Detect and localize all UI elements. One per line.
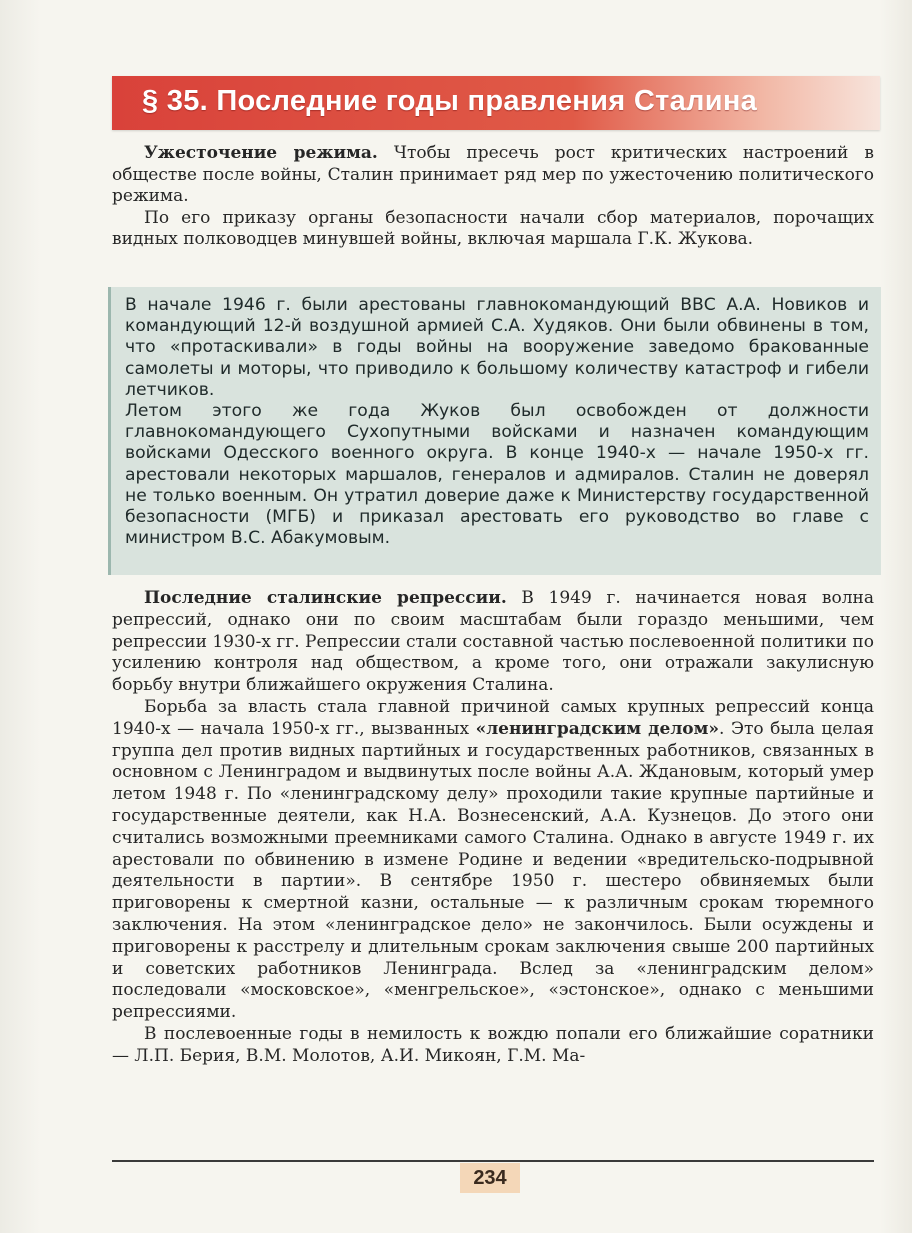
chapter-title: § 35. Последние годы правления Сталина [142,85,758,117]
section-heading: Последние сталинские репрессии. [144,588,507,608]
paragraph [112,143,874,208]
chapter-banner [112,76,880,130]
key-term: «ленинградским делом» [475,718,720,739]
paragraph-text: Борьба за власть стала главной причиной самых крупных репрессий конца 1940-х — начала 1950-х гг., вызванных [112,696,874,739]
section-last-repressions [112,588,874,1068]
section-heading: Ужесточение режима. [144,143,378,163]
paragraph [112,588,874,697]
section-regime-tightening [112,143,874,251]
paragraph-text: Чтобы пресечь рост критических настроений в обществе после войны, Сталин принимает ряд мер по ужесточению политического режима. [112,143,874,206]
insert-paragraph: Летом этого же года Жуков был освобожден от должности главнокомандующего Сухопутными войсками и назначен командующим войсками Одесского военного округа. В конце 1940-х — начале 1950-х гг. арестовали некоторых маршалов, генералов и адмиралов. Сталин не доверял не только военным. Он утратил доверие даже к Министерству государственной безопасности (МГБ) и приказал арестовать его руководство во главе с министром В.С. Абакумовым. [125,401,869,549]
insert-paragraph: В начале 1946 г. были арестованы главнокомандующий ВВС А.А. Новиков и командующий 12-й воздушной армией С.А. Худяков. Они были обвинены в том, что «протаскивали» в годы войны на вооружение заведомо бракованные самолеты и моторы, что приводило к большому количеству катастроф и гибели летчиков. [125,295,869,400]
paragraph-text: . Это была целая группа дел против видных партийных и государственных работников, связанных в основном с Ленинградом и выдвинутых после войны А.А. Ждановым, который умер летом 1948 г. По «ленинградскому делу» проходили такие крупные партийные и государственные деятели, как Н.А. Вознесенский, А.А. Кузнецов. До этого они считались возможными преемниками самого Сталина. Однако в августе 1949 г. их арестовали по обвинению в измене Родине и ведении «вредительско-подрывной деятельности в партии». В сентябре 1950 г. шестеро обвиняемых были приговорены к смертной казни, остальные — к различным срокам тюремного заключения. На этом «ленинградское дело» не закончилось. Были осуждены и приговорены к расстрелу и длительным срокам заключения свыше 200 партийных и советских работников Ленинграда. Вслед за «ленинградским делом» последовали «московское», «менгрельское», «эстонское», однако с меньшими репрессиями. [112,718,875,1023]
paragraph [112,697,874,1024]
insert-box [108,287,881,575]
insert-text [125,295,869,549]
paragraph-text: В 1949 г. начинается новая волна репрессий, однако они по своим масштабам были гораздо меньшими, чем репрессии 1930-х гг. Репрессии стали составной частью послевоенной политики по усилению контроля над обществом, а кроме того, они отражали закулисную борьбу внутри ближайшего окружения Сталина. [112,588,874,696]
page-number: 234 [460,1163,520,1193]
paragraph: В послевоенные годы в немилость к вождю попали его ближайшие соратники — Л.П. Берия, В.М. Молотов, А.И. Микоян, Г.М. Ма- [112,1023,874,1066]
footer-divider [112,1160,874,1162]
paragraph: По его приказу органы безопасности начали сбор материалов, порочащих видных полководцев минувшей войны, включая маршала Г.К. Жукова. [112,207,874,249]
